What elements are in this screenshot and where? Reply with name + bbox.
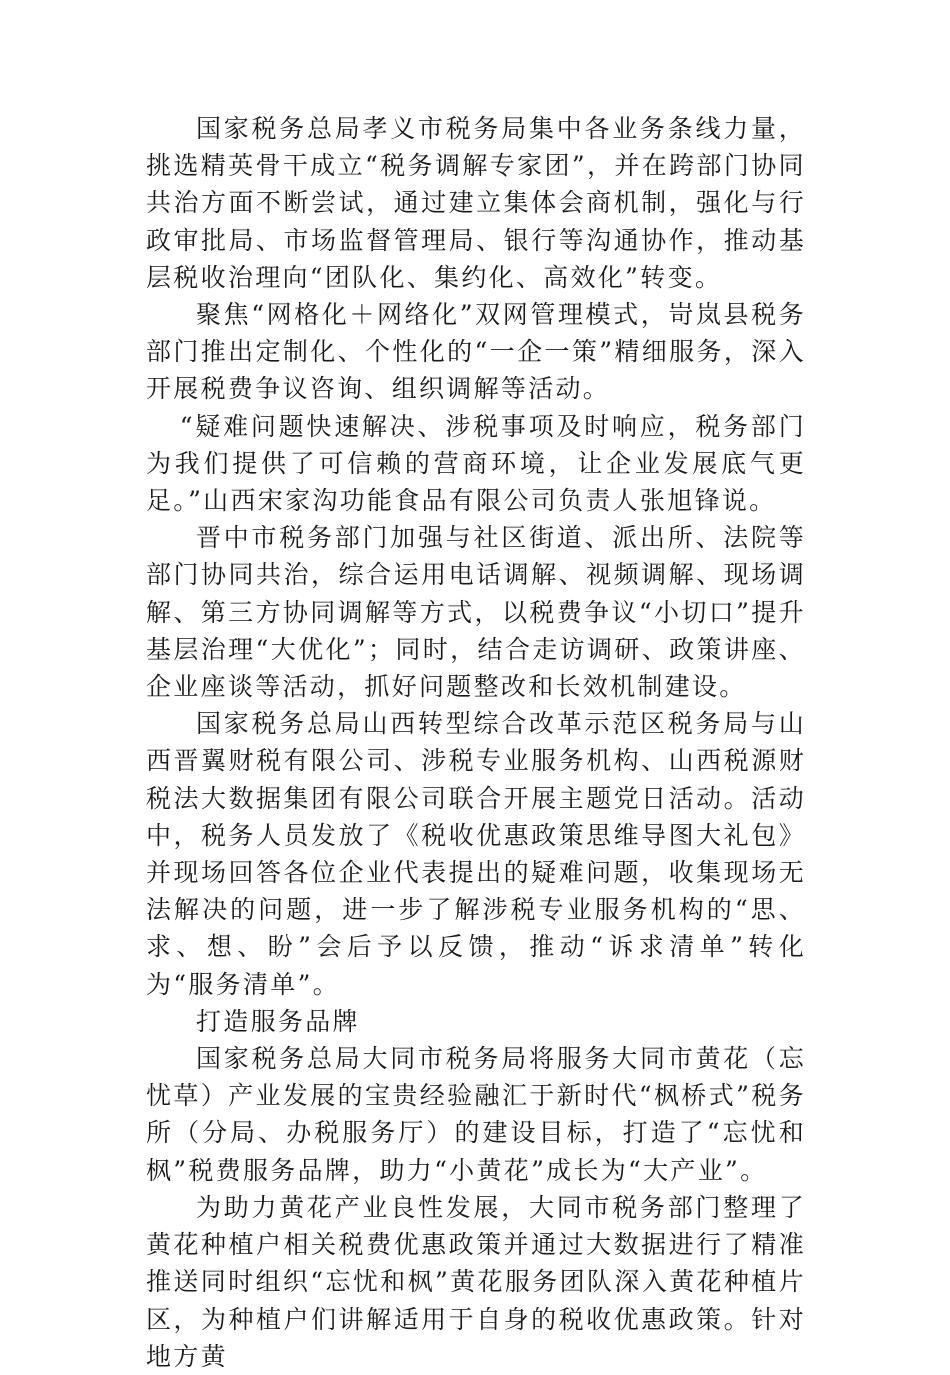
paragraph-quote-zhang-xufeng: “疑难问题快速解决、涉税事项及时响应，税务部门为我们提供了可信赖的营商环境，让企业发展底气更足。”山西宋家沟功能食品有限公司负责人张旭锋说。 [146, 411, 806, 516]
paragraph-xiaoyi-tax-bureau: 国家税务总局孝义市税务局集中各业务条线力量，挑选精英骨干成立“税务调解专家团”，并在跨部门协同共治方面不断尝试，通过建立集体会商机制，强化与行政审批局、市场监督管理局、银行等沟通协作，推动基层税收治理向“团队化、集约化、高效化”转变。 [146, 114, 806, 292]
paragraph-jinzhong-city: 晋中市税务部门加强与社区街道、派出所、法院等部门协同共治，综合运用电话调解、视频调解、现场调解、第三方协同调解等方式，以税费争议“小切口”提升基层治理“大优化”；同时，结合走访调研、政策讲座、企业座谈等活动，抓好问题整改和长效机制建设。 [146, 523, 806, 702]
article-body [146, 110, 806, 1375]
paragraph-datong-brand: 国家税务总局大同市税务局将服务大同市黄花（忘忧草）产业发展的宝贵经验融汇于新时代“枫桥式”税务所（分局、办税服务厅）的建设目标，打造了“忘忧和枫”税费服务品牌，助力“小黄花”成长为“大产业”。 [146, 1044, 806, 1185]
section-heading-service-brand: 打造服务品牌 [196, 1006, 360, 1036]
paragraph-reform-demo-zone: 国家税务总局山西转型综合改革示范区税务局与山西晋翼财税有限公司、涉税专业服务机构、山西税源财税法大数据集团有限公司联合开展主题党日活动。活动中，税务人员发放了《税收优惠政策思维导图大礼包》并现场回答各位企业代表提出的疑难问题，收集现场无法解决的问题，进一步了解涉税专业服务机构的“思、求、想、盼”会后予以反馈，推动“诉求清单”转化为“服务清单”。 [146, 709, 806, 999]
paragraph-daylily-industry: 为助力黄花产业良性发展，大同市税务部门整理了黄花种植户相关税费优惠政策并通过大数据进行了精准推送同时组织“忘忧和枫”黄花服务团队深入黄花种植片区，为种植户们讲解适用于自身的税收优惠政策。针对地方黄 [146, 1192, 806, 1371]
paragraph-kelan-county: 聚焦“网格化＋网络化”双网管理模式，岢岚县税务部门推出定制化、个性化的“一企一策”精细服务，深入开展税费争议咨询、组织调解等活动。 [146, 300, 806, 404]
